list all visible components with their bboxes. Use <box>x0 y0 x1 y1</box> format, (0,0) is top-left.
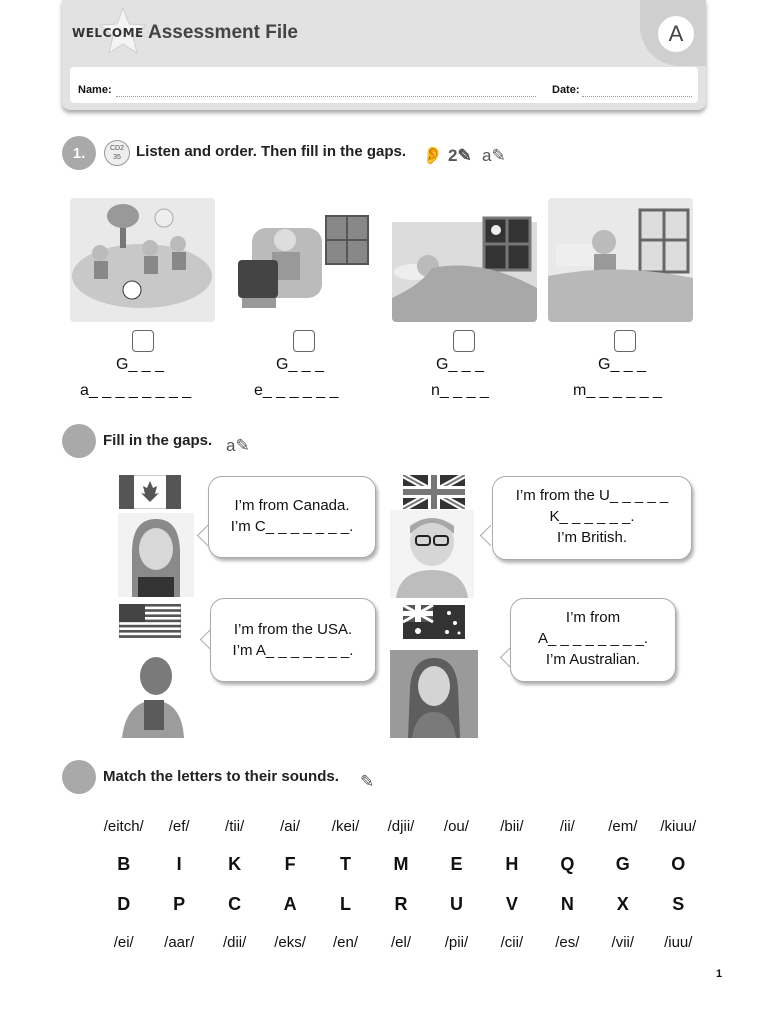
sound-item: /ai/ <box>280 818 301 835</box>
gap-word-line2: a_ _ _ _ _ _ _ _ <box>80 382 192 399</box>
sound-item: /es/ <box>555 934 580 951</box>
pencil-icon: ✎ <box>360 772 375 791</box>
page-number: 1 <box>716 968 723 980</box>
letter-item[interactable]: Q <box>560 854 575 874</box>
bubble-line: I’m from Canada. <box>234 497 350 514</box>
sound-item: /dii/ <box>222 934 247 951</box>
bubble-line: I’m Australian. <box>545 651 641 668</box>
letter-pencil-icon: a✎ <box>482 146 506 165</box>
version-badge: A <box>658 16 694 52</box>
picture-television <box>230 198 375 322</box>
boy-photo <box>118 650 186 738</box>
letter-pencil-icon: a✎ <box>226 436 250 455</box>
girl-photo <box>118 513 194 597</box>
gap-word-line1: G_ _ _ <box>598 356 647 373</box>
letter-item[interactable]: R <box>394 894 408 914</box>
sound-item: /kei/ <box>331 818 360 835</box>
bubble-line: I’m A_ _ _ _ _ _ _. <box>232 642 354 659</box>
name-date-box <box>70 67 698 103</box>
number-pencil-icon: 2✎ <box>448 146 472 165</box>
order-box-3[interactable] <box>453 330 475 352</box>
bubble-line: I’m British. <box>556 529 627 546</box>
speech-bubble-canada <box>208 476 376 558</box>
letter-item[interactable]: A <box>283 894 297 914</box>
gap-word-line1: G_ _ _ <box>116 356 165 373</box>
sounds-row-bottom <box>96 934 706 951</box>
letter-item[interactable]: C <box>228 894 242 914</box>
name-label: Name: <box>78 84 112 96</box>
gap-word-line1: G_ _ _ <box>276 356 325 373</box>
uk-flag-icon <box>403 475 465 509</box>
section2-instruction: Fill in the gaps. <box>103 432 213 449</box>
picture-football <box>70 198 215 322</box>
sound-item: /eitch/ <box>103 818 144 835</box>
letter-item[interactable]: X <box>616 894 629 914</box>
sound-item: /tii/ <box>225 818 245 835</box>
letter-item[interactable]: D <box>117 894 131 914</box>
sound-item: /ou/ <box>443 818 469 835</box>
bubble-line: I’m C_ _ _ _ _ _ _. <box>230 518 354 535</box>
sound-item: /pii/ <box>444 934 469 951</box>
canada-flag-icon <box>119 475 181 509</box>
bubble-line: A_ _ _ _ _ _ _ _. <box>537 630 649 647</box>
sound-item: /ii/ <box>559 818 575 835</box>
speech-bubble-australia <box>510 598 676 682</box>
letter-item[interactable]: H <box>505 854 519 874</box>
cd-icon <box>104 140 130 166</box>
sound-item: /vii/ <box>611 934 635 951</box>
sound-item: /el/ <box>390 934 411 951</box>
section1-instruction: Listen and order. Then fill in the gaps. <box>136 143 407 160</box>
letter-item[interactable]: G <box>615 854 630 874</box>
picture-waking-up <box>548 198 693 322</box>
letter-item[interactable]: N <box>560 894 574 914</box>
letter-item[interactable]: P <box>173 894 186 914</box>
sound-item: /kiuu/ <box>660 818 697 835</box>
gap-word-line2: m_ _ _ _ _ _ <box>573 382 662 399</box>
sound-item: /bii/ <box>500 818 524 835</box>
sound-item: /iuu/ <box>664 934 693 951</box>
gap-word-line2: n_ _ _ _ <box>431 382 489 399</box>
letters-row-2 <box>96 894 706 915</box>
letter-item[interactable]: B <box>117 854 131 874</box>
letter-item[interactable]: S <box>672 894 685 914</box>
sound-item: /em/ <box>608 818 638 835</box>
sounds-row-top <box>96 818 706 835</box>
letter-item[interactable]: E <box>450 854 463 874</box>
letter-item[interactable]: T <box>340 854 352 874</box>
usa-flag-icon <box>119 604 181 638</box>
boy-photo <box>390 510 474 598</box>
order-box-2[interactable] <box>293 330 315 352</box>
letter-item[interactable]: L <box>340 894 352 914</box>
speech-bubble-usa <box>210 598 376 682</box>
cd-label: CD2 <box>109 145 124 152</box>
name-field[interactable] <box>116 96 536 97</box>
page-title: Assessment File <box>148 22 298 43</box>
bubble-line: I’m from the USA. <box>233 621 353 638</box>
letter-item[interactable]: O <box>671 854 686 874</box>
letter-item[interactable]: U <box>449 894 463 914</box>
bubble-line: I’m from <box>565 609 621 626</box>
letter-item[interactable]: F <box>284 854 296 874</box>
cd-track: 35 <box>113 154 121 161</box>
gap-word-line1: G_ _ _ <box>436 356 485 373</box>
date-label: Date: <box>552 84 580 96</box>
letter-item[interactable]: K <box>228 854 242 874</box>
sound-item: /aar/ <box>164 934 195 951</box>
gap-word-line2: e_ _ _ _ _ _ <box>254 382 339 399</box>
section-number <box>62 424 96 458</box>
sound-item: /cii/ <box>500 934 524 951</box>
australia-flag-icon <box>403 605 465 639</box>
letters-row-1 <box>96 854 706 875</box>
sound-item: /en/ <box>333 934 359 951</box>
sound-item: /ei/ <box>113 934 134 951</box>
bubble-line: I’m from the U_ _ _ _ _ <box>515 487 669 504</box>
ear-icon: 👂 <box>422 146 444 165</box>
section-number <box>62 760 96 794</box>
order-box-4[interactable] <box>614 330 636 352</box>
section3-instruction: Match the letters to their sounds. <box>103 768 339 785</box>
bubble-line: K_ _ _ _ _ _. <box>549 508 635 525</box>
letter-item[interactable]: I <box>176 854 182 874</box>
sound-item: /djii/ <box>387 818 415 835</box>
girl-photo <box>390 650 478 738</box>
speech-bubble-uk <box>492 476 692 560</box>
order-box-1[interactable] <box>132 330 154 352</box>
letter-item[interactable]: V <box>505 894 518 914</box>
sound-item: /ef/ <box>168 818 190 835</box>
brand-logo: WELCOME <box>72 26 144 40</box>
date-field[interactable] <box>582 96 692 97</box>
sound-item: /eks/ <box>274 934 306 951</box>
section-number: 1. <box>62 136 96 170</box>
picture-sleeping <box>392 198 537 322</box>
letter-item[interactable]: M <box>393 854 409 874</box>
